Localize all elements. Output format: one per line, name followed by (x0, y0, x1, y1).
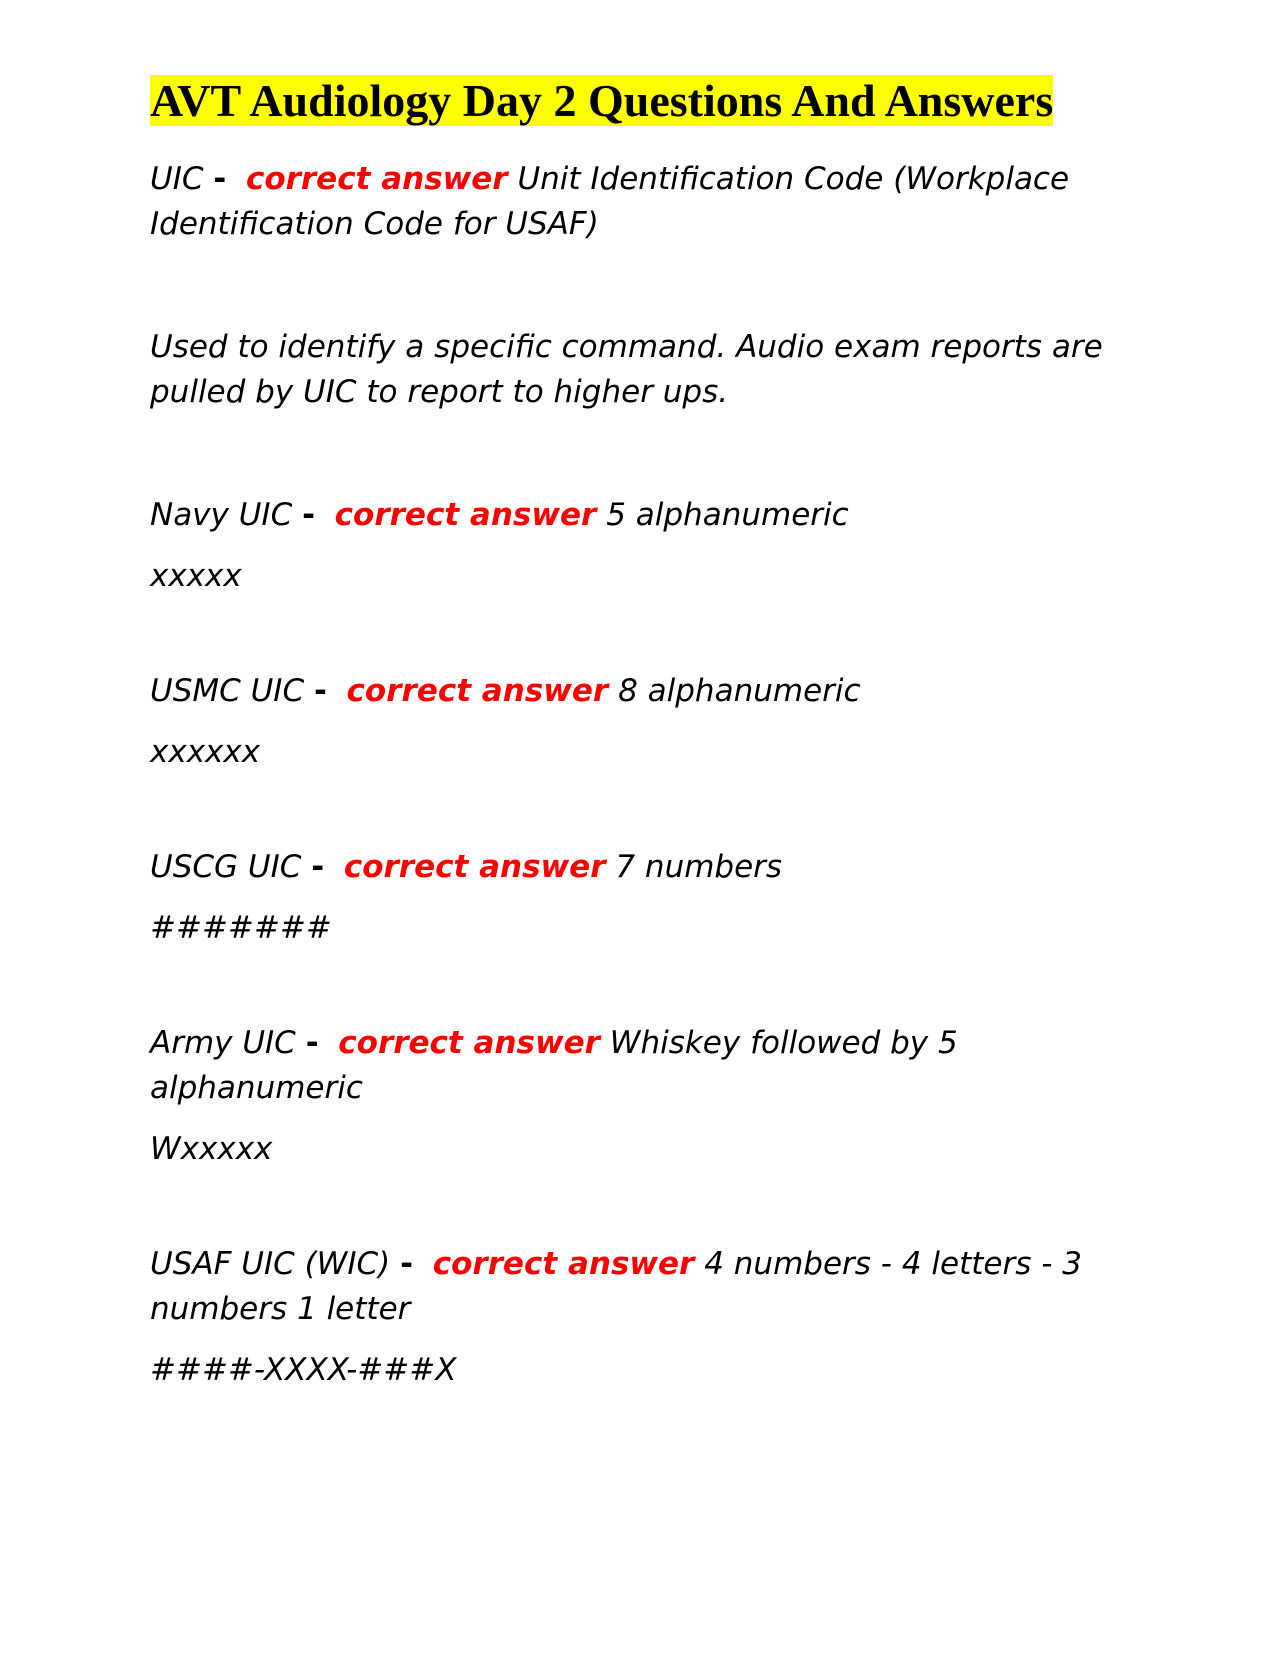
answer-note: xxxxxx (150, 734, 261, 770)
separator: - (305, 1025, 319, 1061)
qa-line (150, 1242, 1140, 1332)
correct-answer-tag: correct answer (334, 497, 597, 533)
qa-line (150, 845, 1140, 890)
question-text: Army UIC (150, 1025, 296, 1061)
separator: - (311, 849, 325, 885)
answer-text: 7 numbers (615, 849, 783, 885)
answer-text: Unit Identification Code (Workplace Identification Code for USAF) (150, 161, 1070, 242)
qa-entry-usmc-uic (150, 669, 1140, 775)
answer-note: ####-XXXX-###X (150, 1352, 457, 1388)
answer-text: 5 alphanumeric (606, 497, 849, 533)
correct-answer-tag: correct answer (343, 849, 606, 885)
answer-text: 4 numbers - 4 letters - 3 numbers 1 letter (150, 1246, 1082, 1327)
answer-text: 8 alphanumeric (618, 673, 861, 709)
question-text: UIC (150, 161, 204, 197)
answer-text: Whiskey followed by 5 alphanumeric (150, 1025, 958, 1106)
qa-line (150, 493, 1140, 538)
document-title (150, 72, 1140, 129)
correct-answer-tag: correct answer (432, 1246, 695, 1282)
correct-answer-tag: correct answer (245, 161, 508, 197)
document-page (150, 72, 1140, 1393)
question-text: USMC UIC (150, 673, 305, 709)
qa-entry-usaf-uic (150, 1242, 1140, 1393)
qa-entry-navy-uic (150, 493, 1140, 599)
qa-entry-army-uic (150, 1021, 1140, 1172)
separator: - (400, 1246, 413, 1282)
qa-entry-uscg-uic (150, 845, 1140, 951)
qa-line (150, 157, 1140, 247)
separator: - (302, 497, 315, 533)
separator: - (313, 673, 327, 709)
question-text: Navy UIC (150, 497, 293, 533)
answer-note: ####### (150, 910, 332, 946)
document-title-text: AVT Audiology Day 2 Questions And Answers (150, 75, 1054, 126)
separator: - (213, 161, 227, 197)
answer-note: Wxxxxx (150, 1131, 273, 1167)
question-text: USCG UIC (150, 849, 302, 885)
qa-line (150, 669, 1140, 714)
correct-answer-tag: correct answer (346, 673, 609, 709)
question-text: USAF UIC (WIC) (150, 1246, 391, 1282)
correct-answer-tag: correct answer (338, 1025, 600, 1061)
qa-line (150, 1021, 1140, 1111)
answer-note: Used to identify a specific command. Audio exam reports are pulled by UIC to report to higher ups. (150, 329, 1103, 410)
answer-note: xxxxx (150, 558, 242, 594)
qa-entry-uic (150, 157, 1140, 415)
